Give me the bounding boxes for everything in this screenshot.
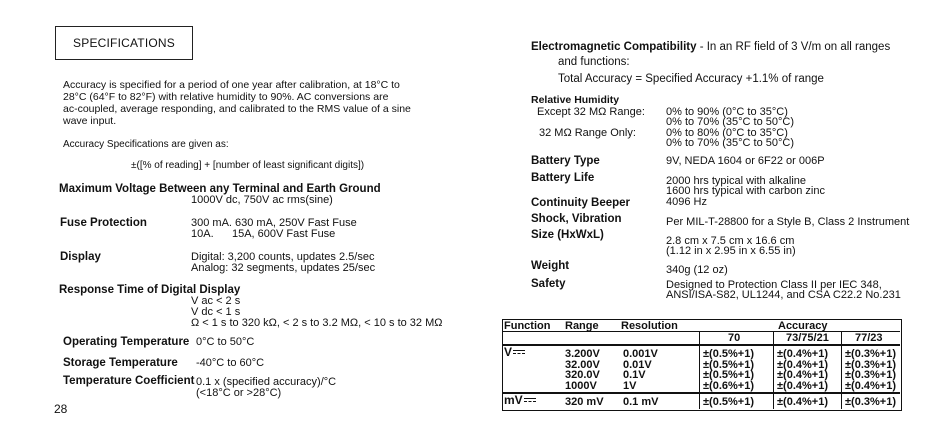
emc-total-accuracy: Total Accuracy = Specified Accuracy +1.1% of range — [558, 73, 824, 85]
header-function: Function — [504, 320, 551, 332]
header-col-70: 70 — [728, 332, 741, 344]
battery-type-value: 9V, NEDA 1604 or 6F22 or 006P — [666, 155, 825, 167]
table-rule — [773, 331, 774, 409]
range-value: 320 mV — [565, 396, 604, 408]
range-value: 1000V — [565, 379, 597, 392]
table-rule — [841, 331, 842, 409]
emc-label: Electromagnetic Compatibility — [531, 41, 697, 53]
battery-life-value-1: 2000 hrs typical with alkaline — [666, 175, 807, 187]
function-v: V — [504, 345, 513, 359]
range-value: 320.0V — [565, 369, 600, 381]
response-value-2: V dc < 1 s — [191, 306, 241, 318]
accuracy-value: ±(0.3%+1) — [845, 369, 896, 381]
emc-text: - In an RF field of 3 V/m on all ranges — [696, 41, 891, 53]
function-mv: mV — [504, 393, 523, 407]
beeper-label: Continuity Beeper — [531, 197, 631, 209]
response-value-3: Ω < 1 s to 320 kΩ, < 2 s to 3.2 MΩ, < 10 s to 32 MΩ — [191, 317, 443, 329]
humidity-except-label: Except 32 MΩ Range: — [537, 106, 645, 118]
table-rule — [699, 331, 700, 409]
accuracy-value: ±(0.6%+1) — [703, 379, 754, 392]
max-voltage-label: Maximum Voltage Between any Terminal and Earth Ground — [59, 183, 381, 195]
operating-temp-label: Operating Temperature — [63, 336, 190, 348]
table-row-v — [504, 347, 525, 358]
header-col-77: 77/23 — [855, 332, 883, 344]
intro-line: ac-coupled, average responding, and calibrated to the RMS value of a sine — [63, 103, 411, 115]
range-cell — [565, 349, 600, 391]
accuracy-70-cell — [703, 349, 754, 391]
resolution-value: 0.1 mV — [623, 396, 659, 408]
intro-line: 28°C (64°F to 82°F) with relative humidity to 90%. AC conversions are — [63, 91, 389, 103]
max-voltage-value: 1000V dc, 750V ac rms(sine) — [191, 194, 333, 206]
temp-coefficient-value-2: (<18°C or >28°C) — [196, 387, 282, 399]
accuracy-value: ±(0.3%+1) — [845, 358, 896, 371]
shock-value: Per MIL-T-28800 for a Style B, Class 2 Instrument — [666, 216, 910, 228]
humidity-value-4: 0% to 70% (35°C to 50°C) — [666, 137, 795, 149]
accuracy-value: ±(0.5%+1) — [703, 396, 754, 408]
accuracy-value: ±(0.5%+1) — [703, 369, 754, 381]
humidity-value-2: 0% to 70% (35°C to 50°C) — [666, 116, 795, 128]
range-value: 32.00V — [565, 358, 600, 371]
resolution-value: 0.001V — [623, 348, 658, 360]
accuracy-value: ±(0.3%+1) — [845, 348, 896, 360]
table-row-mv — [504, 395, 536, 406]
accuracy-value: ±(0.4%+1) — [777, 348, 828, 360]
response-time-label: Response Time of Digital Display — [59, 284, 241, 296]
battery-life-value-2: 1600 hrs typical with carbon zinc — [666, 185, 825, 197]
battery-life-label: Battery Life — [531, 172, 595, 184]
resolution-cell — [623, 349, 658, 391]
header-range: Range — [565, 320, 599, 332]
safety-value-1: Designed to Protection Class II per IEC 348, — [666, 279, 882, 291]
accuracy-value: ±(0.5%+1) — [703, 358, 754, 371]
humidity-32m-label: 32 MΩ Range Only: — [539, 127, 636, 139]
accuracy-value: ±(0.4%+1) — [777, 396, 828, 408]
temp-coefficient-value-1: 0.1 x (specified accuracy)/°C — [196, 376, 337, 388]
accuracy-73-cell — [777, 349, 828, 391]
safety-value-2: ANSI/ISA-S82, UL1244, and CSA C22.2 No.231 — [666, 289, 901, 301]
storage-temp-value: -40°C to 60°C — [196, 357, 265, 369]
dc-symbol-icon — [513, 350, 525, 355]
accuracy-value: ±(0.4%+1) — [845, 379, 896, 392]
temp-coefficient-label: Temperature Coefficient — [63, 375, 195, 387]
display-value-1: Digital: 3,200 counts, updates 2.5/sec — [191, 251, 375, 263]
shock-label: Shock, Vibration — [531, 213, 622, 225]
accuracy-value: ±(0.4%+1) — [777, 369, 828, 381]
storage-temp-label: Storage Temperature — [63, 357, 178, 369]
page-number: 28 — [54, 402, 68, 416]
intro-paragraph — [63, 79, 411, 127]
size-value-1: 2.8 cm x 7.5 cm x 16.6 cm — [666, 235, 795, 247]
operating-temp-value: 0°C to 50°C — [196, 336, 255, 348]
response-value-1: V ac < 2 s — [191, 295, 241, 307]
accuracy-77-cell — [845, 349, 896, 391]
beeper-value: 4096 Hz — [666, 196, 707, 208]
header-accuracy: Accuracy — [778, 320, 828, 332]
accuracy-given-text: Accuracy Specifications are given as: — [63, 139, 229, 150]
resolution-value: 0.01V — [623, 358, 652, 371]
accuracy-formula: ±([% of reading] + [number of least significant digits]) — [131, 160, 365, 171]
size-value-2: (1.12 in x 2.95 in x 6.55 in) — [666, 245, 796, 257]
intro-line: Accuracy is specified for a period of one year after calibration, at 18°C to — [63, 79, 400, 91]
battery-type-label: Battery Type — [531, 155, 600, 167]
fuse-value-1: 300 mA. 630 mA, 250V Fast Fuse — [191, 217, 357, 229]
humidity-label: Relative Humidity — [531, 94, 620, 106]
fuse-value-2: 10A. 15A, 600V Fast Fuse — [191, 228, 336, 240]
resolution-value: 0.1V — [623, 369, 646, 381]
size-label: Size (HxWxL) — [531, 229, 604, 241]
display-value-2: Analog: 32 segments, updates 25/sec — [191, 262, 376, 274]
display-label: Display — [60, 251, 101, 263]
emc-line-1 — [531, 41, 890, 54]
dc-symbol-icon — [524, 398, 536, 403]
humidity-value-1: 0% to 90% (0°C to 35°C) — [666, 106, 788, 118]
resolution-value: 1V — [623, 379, 637, 392]
header-col-73: 73/75/21 — [786, 332, 829, 344]
accuracy-value: ±(0.4%+1) — [777, 379, 828, 392]
weight-value: 340g (12 oz) — [666, 264, 728, 276]
accuracy-value: ±(0.5%+1) — [703, 348, 754, 360]
humidity-value-3: 0% to 80% (0°C to 35°C) — [666, 127, 788, 139]
accuracy-value: ±(0.4%+1) — [777, 358, 828, 371]
specifications-header — [55, 26, 193, 60]
accuracy-value: ±(0.3%+1) — [845, 396, 896, 408]
accuracy-table — [502, 319, 902, 411]
specifications-title: SPECIFICATIONS — [73, 36, 175, 50]
weight-label: Weight — [531, 260, 570, 272]
intro-line: wave input. — [63, 115, 117, 127]
range-value: 3.200V — [565, 348, 600, 360]
fuse-label: Fuse Protection — [60, 217, 147, 229]
emc-line-2: and functions: — [558, 56, 630, 68]
safety-label: Safety — [531, 278, 566, 290]
header-resolution: Resolution — [621, 320, 678, 332]
